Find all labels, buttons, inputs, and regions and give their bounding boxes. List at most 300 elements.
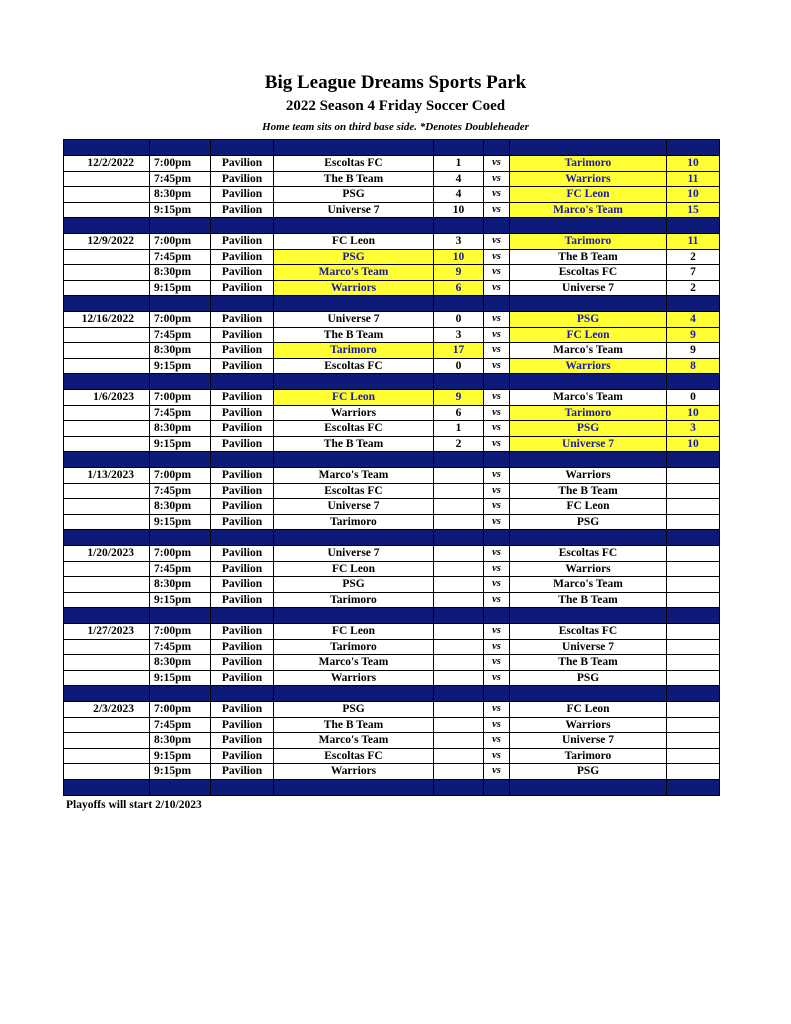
game-row: [64, 561, 720, 577]
week-date: [64, 639, 150, 655]
separator-cell: [510, 296, 667, 312]
away-score: [667, 717, 720, 733]
separator-cell: [510, 779, 667, 795]
game-field: Pavilion: [211, 577, 274, 593]
separator-cell: [510, 608, 667, 624]
away-team: Escoltas FC: [510, 265, 667, 281]
week-date: [64, 327, 150, 343]
versus-label: vs: [484, 624, 510, 640]
separator-cell: [274, 452, 434, 468]
game-row: [64, 358, 720, 374]
separator-cell: [434, 218, 484, 234]
separator-cell: [64, 218, 150, 234]
home-team: Escoltas FC: [274, 483, 434, 499]
away-score: 3: [667, 421, 720, 437]
versus-label: vs: [484, 187, 510, 203]
game-time: 7:00pm: [150, 624, 211, 640]
versus-label: vs: [484, 249, 510, 265]
game-row: [64, 748, 720, 764]
game-time: 7:45pm: [150, 327, 211, 343]
separator-cell: [64, 140, 150, 156]
separator-cell: [150, 608, 211, 624]
game-time: 8:30pm: [150, 499, 211, 515]
away-score: 10: [667, 436, 720, 452]
week-date: [64, 764, 150, 780]
game-time: 7:00pm: [150, 390, 211, 406]
separator-cell: [274, 530, 434, 546]
separator-cell: [510, 686, 667, 702]
game-field: Pavilion: [211, 156, 274, 172]
week-date: 1/13/2023: [64, 468, 150, 484]
home-team: PSG: [274, 577, 434, 593]
away-score: [667, 468, 720, 484]
home-score: 9: [434, 265, 484, 281]
home-team: FC Leon: [274, 561, 434, 577]
away-team: Marco's Team: [510, 343, 667, 359]
week-date: 12/2/2022: [64, 156, 150, 172]
game-row: [64, 327, 720, 343]
versus-label: vs: [484, 546, 510, 562]
game-time: 8:30pm: [150, 265, 211, 281]
game-row: [64, 390, 720, 406]
home-team: The B Team: [274, 717, 434, 733]
game-time: 9:15pm: [150, 748, 211, 764]
away-team: FC Leon: [510, 187, 667, 203]
away-team: The B Team: [510, 249, 667, 265]
week-date: [64, 561, 150, 577]
game-time: 7:00pm: [150, 468, 211, 484]
game-row: [64, 514, 720, 530]
home-score: 1: [434, 156, 484, 172]
separator-cell: [667, 608, 720, 624]
away-team: FC Leon: [510, 702, 667, 718]
away-team: The B Team: [510, 483, 667, 499]
away-score: [667, 624, 720, 640]
away-team: Warriors: [510, 171, 667, 187]
game-field: Pavilion: [211, 670, 274, 686]
game-field: Pavilion: [211, 733, 274, 749]
game-time: 7:00pm: [150, 312, 211, 328]
home-score: 6: [434, 405, 484, 421]
home-team: Escoltas FC: [274, 421, 434, 437]
game-row: [64, 265, 720, 281]
week-date: 12/9/2022: [64, 234, 150, 250]
game-time: 7:45pm: [150, 483, 211, 499]
game-time: 9:15pm: [150, 670, 211, 686]
away-team: The B Team: [510, 592, 667, 608]
week-date: [64, 405, 150, 421]
game-row: [64, 280, 720, 296]
home-score: [434, 717, 484, 733]
separator-cell: [211, 140, 274, 156]
game-field: Pavilion: [211, 546, 274, 562]
versus-label: vs: [484, 670, 510, 686]
week-date: [64, 717, 150, 733]
playoffs-note: Playoffs will start 2/10/2023: [66, 799, 202, 811]
away-score: [667, 670, 720, 686]
game-time: 8:30pm: [150, 733, 211, 749]
home-team: Universe 7: [274, 312, 434, 328]
home-score: [434, 546, 484, 562]
week-date: [64, 483, 150, 499]
game-field: Pavilion: [211, 561, 274, 577]
home-score: 9: [434, 390, 484, 406]
home-score: 0: [434, 312, 484, 328]
game-field: Pavilion: [211, 717, 274, 733]
versus-label: vs: [484, 171, 510, 187]
separator-cell: [667, 686, 720, 702]
game-row: [64, 234, 720, 250]
home-team: The B Team: [274, 436, 434, 452]
week-separator-band: [64, 374, 720, 390]
away-team: PSG: [510, 421, 667, 437]
away-team: FC Leon: [510, 499, 667, 515]
home-score: 10: [434, 249, 484, 265]
home-team: FC Leon: [274, 390, 434, 406]
game-row: [64, 202, 720, 218]
game-time: 7:00pm: [150, 702, 211, 718]
separator-cell: [434, 140, 484, 156]
week-date: [64, 202, 150, 218]
game-time: 9:15pm: [150, 358, 211, 374]
game-field: Pavilion: [211, 514, 274, 530]
separator-cell: [64, 779, 150, 795]
game-field: Pavilion: [211, 280, 274, 296]
versus-label: vs: [484, 343, 510, 359]
separator-cell: [484, 140, 510, 156]
game-row: [64, 764, 720, 780]
week-date: [64, 249, 150, 265]
separator-cell: [484, 218, 510, 234]
week-date: [64, 733, 150, 749]
away-score: [667, 561, 720, 577]
schedule-table: [63, 139, 720, 796]
home-team: Universe 7: [274, 546, 434, 562]
game-field: Pavilion: [211, 343, 274, 359]
separator-cell: [434, 608, 484, 624]
away-team: Warriors: [510, 358, 667, 374]
separator-cell: [434, 530, 484, 546]
schedule-body: [64, 140, 720, 796]
home-score: [434, 592, 484, 608]
game-row: [64, 156, 720, 172]
separator-cell: [150, 296, 211, 312]
separator-cell: [434, 452, 484, 468]
game-field: Pavilion: [211, 483, 274, 499]
week-separator-band: [64, 686, 720, 702]
game-time: 7:45pm: [150, 249, 211, 265]
home-team: Tarimoro: [274, 639, 434, 655]
game-row: [64, 249, 720, 265]
week-date: [64, 748, 150, 764]
game-time: 7:00pm: [150, 234, 211, 250]
game-row: [64, 312, 720, 328]
home-score: [434, 483, 484, 499]
away-team: Warriors: [510, 468, 667, 484]
away-team: Marco's Team: [510, 202, 667, 218]
away-score: [667, 499, 720, 515]
separator-cell: [274, 374, 434, 390]
game-row: [64, 733, 720, 749]
versus-label: vs: [484, 156, 510, 172]
home-team: PSG: [274, 702, 434, 718]
separator-cell: [64, 452, 150, 468]
home-score: 3: [434, 234, 484, 250]
game-field: Pavilion: [211, 655, 274, 671]
home-team: PSG: [274, 187, 434, 203]
away-score: [667, 546, 720, 562]
versus-label: vs: [484, 717, 510, 733]
away-team: Marco's Team: [510, 390, 667, 406]
separator-cell: [274, 686, 434, 702]
game-field: Pavilion: [211, 499, 274, 515]
game-time: 9:15pm: [150, 514, 211, 530]
week-date: [64, 421, 150, 437]
game-field: Pavilion: [211, 468, 274, 484]
away-team: FC Leon: [510, 327, 667, 343]
away-score: 10: [667, 156, 720, 172]
separator-cell: [211, 686, 274, 702]
versus-label: vs: [484, 577, 510, 593]
separator-cell: [434, 779, 484, 795]
game-time: 8:30pm: [150, 655, 211, 671]
game-field: Pavilion: [211, 639, 274, 655]
away-team: Marco's Team: [510, 577, 667, 593]
separator-cell: [150, 452, 211, 468]
game-row: [64, 670, 720, 686]
versus-label: vs: [484, 405, 510, 421]
week-date: [64, 577, 150, 593]
separator-cell: [434, 686, 484, 702]
home-team: PSG: [274, 249, 434, 265]
home-team: FC Leon: [274, 234, 434, 250]
game-time: 7:45pm: [150, 405, 211, 421]
home-team: Escoltas FC: [274, 156, 434, 172]
separator-cell: [484, 452, 510, 468]
week-separator-band: [64, 530, 720, 546]
versus-label: vs: [484, 514, 510, 530]
versus-label: vs: [484, 483, 510, 499]
home-team: Marco's Team: [274, 468, 434, 484]
home-team: Marco's Team: [274, 655, 434, 671]
separator-cell: [211, 779, 274, 795]
separator-cell: [274, 140, 434, 156]
versus-label: vs: [484, 421, 510, 437]
versus-label: vs: [484, 561, 510, 577]
versus-label: vs: [484, 733, 510, 749]
week-date: [64, 436, 150, 452]
versus-label: vs: [484, 358, 510, 374]
away-team: Tarimoro: [510, 156, 667, 172]
home-team: The B Team: [274, 327, 434, 343]
away-score: 10: [667, 187, 720, 203]
separator-cell: [64, 608, 150, 624]
week-separator-band: [64, 140, 720, 156]
game-row: [64, 499, 720, 515]
separator-cell: [274, 218, 434, 234]
away-score: 0: [667, 390, 720, 406]
week-date: [64, 655, 150, 671]
separator-cell: [150, 218, 211, 234]
versus-label: vs: [484, 234, 510, 250]
game-row: [64, 171, 720, 187]
separator-cell: [667, 452, 720, 468]
game-field: Pavilion: [211, 390, 274, 406]
week-date: 1/27/2023: [64, 624, 150, 640]
home-team: Tarimoro: [274, 343, 434, 359]
week-date: [64, 343, 150, 359]
away-team: PSG: [510, 514, 667, 530]
week-date: [64, 670, 150, 686]
away-team: Warriors: [510, 561, 667, 577]
home-score: [434, 748, 484, 764]
separator-cell: [434, 296, 484, 312]
home-score: [434, 764, 484, 780]
away-score: 10: [667, 405, 720, 421]
game-time: 9:15pm: [150, 436, 211, 452]
home-score: 1: [434, 421, 484, 437]
away-team: Escoltas FC: [510, 624, 667, 640]
game-field: Pavilion: [211, 234, 274, 250]
home-score: [434, 514, 484, 530]
home-team: Tarimoro: [274, 592, 434, 608]
separator-cell: [484, 374, 510, 390]
game-row: [64, 702, 720, 718]
home-score: [434, 702, 484, 718]
versus-label: vs: [484, 639, 510, 655]
game-time: 7:45pm: [150, 561, 211, 577]
game-field: Pavilion: [211, 265, 274, 281]
week-date: [64, 499, 150, 515]
versus-label: vs: [484, 436, 510, 452]
game-row: [64, 187, 720, 203]
versus-label: vs: [484, 468, 510, 484]
separator-cell: [667, 218, 720, 234]
home-score: 4: [434, 187, 484, 203]
home-team: Warriors: [274, 670, 434, 686]
separator-cell: [484, 530, 510, 546]
week-date: [64, 265, 150, 281]
away-score: 15: [667, 202, 720, 218]
separator-cell: [510, 530, 667, 546]
game-row: [64, 343, 720, 359]
separator-cell: [211, 608, 274, 624]
home-team: Tarimoro: [274, 514, 434, 530]
away-team: Tarimoro: [510, 405, 667, 421]
game-row: [64, 546, 720, 562]
game-time: 9:15pm: [150, 280, 211, 296]
separator-cell: [274, 608, 434, 624]
separator-cell: [274, 779, 434, 795]
week-separator-band: [64, 296, 720, 312]
home-team: FC Leon: [274, 624, 434, 640]
away-score: 9: [667, 343, 720, 359]
separator-cell: [484, 608, 510, 624]
game-time: 9:15pm: [150, 592, 211, 608]
separator-cell: [150, 374, 211, 390]
away-score: 4: [667, 312, 720, 328]
versus-label: vs: [484, 390, 510, 406]
game-time: 8:30pm: [150, 421, 211, 437]
home-score: [434, 639, 484, 655]
week-separator-band: [64, 608, 720, 624]
game-row: [64, 483, 720, 499]
separator-cell: [510, 374, 667, 390]
away-team: PSG: [510, 312, 667, 328]
separator-cell: [64, 374, 150, 390]
week-date: [64, 187, 150, 203]
home-score: [434, 655, 484, 671]
away-score: 11: [667, 171, 720, 187]
separator-cell: [64, 686, 150, 702]
game-field: Pavilion: [211, 249, 274, 265]
away-score: [667, 702, 720, 718]
home-score: [434, 733, 484, 749]
game-field: Pavilion: [211, 592, 274, 608]
game-row: [64, 624, 720, 640]
home-team: Universe 7: [274, 499, 434, 515]
versus-label: vs: [484, 265, 510, 281]
away-score: [667, 748, 720, 764]
away-team: Universe 7: [510, 280, 667, 296]
game-field: Pavilion: [211, 187, 274, 203]
away-team: Universe 7: [510, 733, 667, 749]
versus-label: vs: [484, 748, 510, 764]
game-field: Pavilion: [211, 312, 274, 328]
away-team: Tarimoro: [510, 748, 667, 764]
game-field: Pavilion: [211, 358, 274, 374]
away-score: 9: [667, 327, 720, 343]
versus-label: vs: [484, 327, 510, 343]
separator-cell: [510, 218, 667, 234]
home-score: 17: [434, 343, 484, 359]
separator-cell: [211, 218, 274, 234]
away-team: Universe 7: [510, 639, 667, 655]
separator-cell: [434, 374, 484, 390]
separator-cell: [150, 140, 211, 156]
week-date: 2/3/2023: [64, 702, 150, 718]
week-date: [64, 592, 150, 608]
home-score: 3: [434, 327, 484, 343]
versus-label: vs: [484, 764, 510, 780]
home-score: [434, 624, 484, 640]
home-score: [434, 561, 484, 577]
away-score: [667, 655, 720, 671]
away-score: [667, 483, 720, 499]
home-team: Marco's Team: [274, 733, 434, 749]
away-team: Universe 7: [510, 436, 667, 452]
separator-cell: [667, 140, 720, 156]
separator-cell: [667, 296, 720, 312]
versus-label: vs: [484, 655, 510, 671]
home-score: 4: [434, 171, 484, 187]
separator-cell: [64, 530, 150, 546]
game-time: 9:15pm: [150, 202, 211, 218]
home-team: Escoltas FC: [274, 748, 434, 764]
separator-cell: [150, 530, 211, 546]
separator-cell: [150, 779, 211, 795]
versus-label: vs: [484, 312, 510, 328]
game-time: 8:30pm: [150, 187, 211, 203]
separator-cell: [484, 779, 510, 795]
separator-cell: [274, 296, 434, 312]
game-row: [64, 655, 720, 671]
week-date: [64, 358, 150, 374]
home-team: The B Team: [274, 171, 434, 187]
home-score: 2: [434, 436, 484, 452]
home-team: Warriors: [274, 405, 434, 421]
game-time: 7:00pm: [150, 546, 211, 562]
